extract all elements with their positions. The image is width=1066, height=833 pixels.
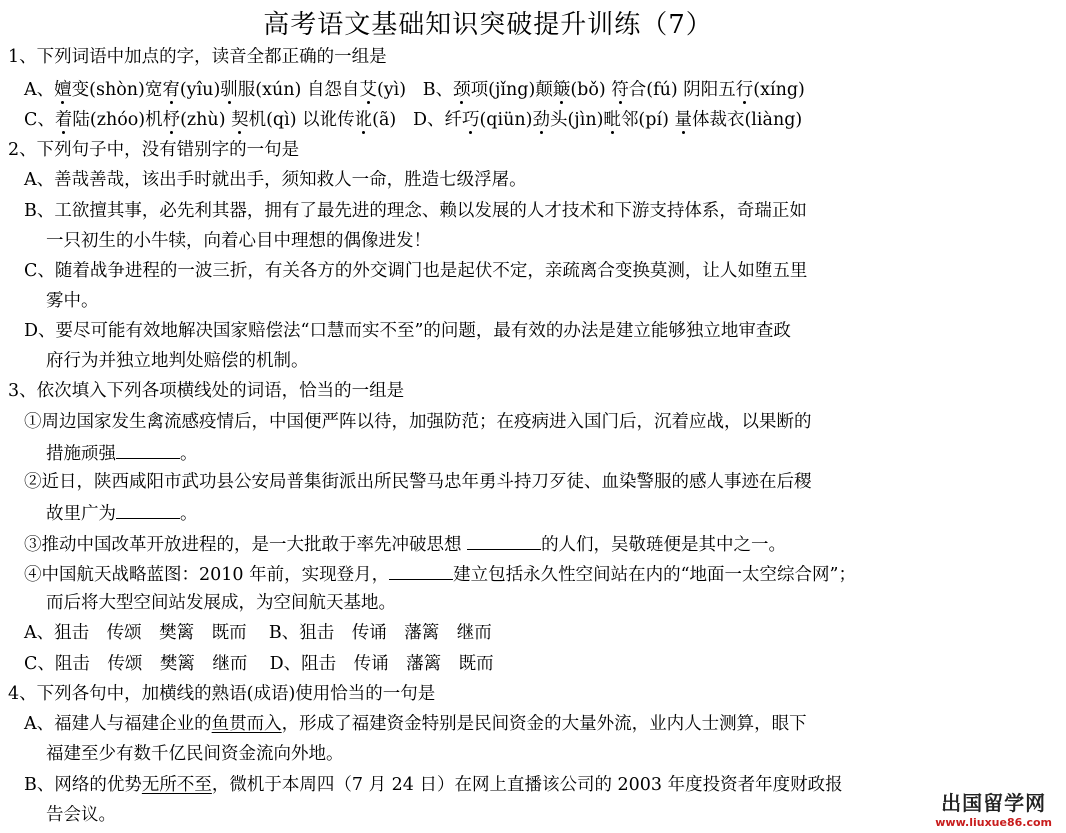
q2-stem: 2、下列句子中，没有错别字的一句是: [8, 140, 300, 160]
q2-option-b-line1: B、工欲擅其事，必先利其器，拥有了最先进的理念、赖以发展的人才技术和下游支持体系，奇瑞正如: [24, 201, 807, 221]
q3-option-c: C、阻击 传颂 樊篱 继而: [24, 654, 248, 674]
q1-stem: 1、下列词语中加点的字，读音全都正确的一组是: [8, 47, 387, 67]
q1-b-item-4: 阴阳五行(xíng): [683, 80, 805, 100]
q3-option-b: B、狙击 传诵 藩篱 继而: [268, 623, 492, 643]
q4-option-b-line1: B、网络的优势无所不至，微机于本周四（7 月 24 日）在网上直播该公司的 2003 年度投资者年度财政报: [24, 775, 843, 795]
q1-c-item-3: 契机(qì): [231, 110, 297, 130]
q3-stem: 3、依次填入下列各项横线处的词语，恰当的一组是: [8, 381, 405, 401]
q3-sentence-2-line1: ②近日，陕西咸阳市武功县公安局普集街派出所民警马忠年勇斗持刀歹徒、血染警服的感人事迹在后稷: [24, 472, 812, 492]
watermark-url: www.liuxue86.com: [935, 816, 1052, 829]
q1-c-item-2: 机杼(zhù): [145, 110, 226, 130]
q1-a-item-2: 宽宥(yîu): [144, 80, 221, 100]
q1-d-item-2: 劲头(jìn): [532, 110, 604, 130]
q1-a-item-1: 嬗变(shòn): [54, 80, 145, 100]
q1-b-item-1: 颈项(jǐng): [453, 80, 536, 100]
q2-option-c-line2: 雾中。: [46, 291, 99, 311]
q2-option-a: A、善哉善哉，该出手时就出手，须知救人一命，胜造七级浮屠。: [24, 170, 527, 190]
fill-blank-3: [467, 531, 541, 550]
q3-option-d: D、阻击 传诵 藩篱 既而: [269, 654, 494, 674]
q3-sentence-4-line1: ④中国航天战略蓝图：2010 年前，实现登月， 建立包括永久性空间站在内的“地面一太空综合网”；: [24, 561, 856, 587]
q1-option-c-label: C、: [24, 110, 55, 130]
watermark-name: 出国留学网: [941, 791, 1047, 815]
q2-option-d-line2: 府行为并独立地判处赔偿的机制。: [46, 351, 309, 371]
page-title: 高考语文基础知识突破提升训练（7）: [263, 10, 713, 40]
q1-c-item-1: 着陆(zhóo): [54, 110, 146, 130]
q3-sentence-3: ③推动中国改革开放进程的，是一大批敢于率先冲破思想 的人们，吴敬琏便是其中之一。: [24, 531, 786, 557]
q2-option-b-line2: 一只初生的小牛犊，向着心目中理想的偶像进发！: [46, 231, 431, 251]
q1-row-cd: [24, 108, 802, 132]
q1-c-item-4: 以讹传讹(ã): [302, 110, 397, 130]
q3-sentence-2-line2: 故里广为 。: [46, 500, 198, 526]
q3-options-cd: [24, 652, 494, 676]
fill-blank-2: [116, 500, 180, 519]
q2-option-c-line1: C、随着战争进程的一波三折，有关各方的外交调门也是起伏不定，亲疏离合变换莫测，让人如堕五里: [24, 261, 808, 281]
q1-b-item-2: 颠簸(bǒ): [535, 80, 606, 100]
q1-d-item-1: 纤巧(qiün): [444, 110, 533, 130]
q3-option-a: A、狙击 传颂 樊篱 既而: [24, 623, 247, 643]
q1-option-a-label: A、: [24, 80, 55, 100]
underlined-idiom-b: 无所不至: [141, 775, 212, 795]
q4-option-a-line2: 福建至少有数千亿民间资金流向外地。: [46, 744, 344, 764]
underlined-idiom-a: 鱼贯而入: [211, 714, 282, 734]
q1-b-item-3: 符合(fú): [611, 80, 678, 100]
q1-option-d-label: D、: [412, 110, 445, 130]
q1-option-b-label: B、: [422, 80, 454, 100]
q1-d-item-3: 毗邻(pí): [603, 110, 669, 130]
q4-stem: 4、下列各句中，加横线的熟语(成语)使用恰当的一句是: [8, 684, 436, 704]
q1-a-item-3: 驯服(xún): [220, 80, 302, 100]
fill-blank-4: [389, 561, 453, 580]
q4-option-b-line2: 告会议。: [46, 805, 116, 825]
q1-a-item-4: 自怨自艾(yì): [306, 80, 407, 100]
q3-sentence-1-line1: ①周边国家发生禽流感疫情后，中国便严阵以待，加强防范；在疫病进入国门后，沉着应战，以果断的: [24, 412, 812, 432]
q1-row-ab: [24, 78, 805, 102]
q4-option-a-line1: A、福建人与福建企业的鱼贯而入，形成了福建资金特别是民间资金的大量外流，业内人士测算，眼下: [24, 714, 807, 734]
q3-options-ab: [24, 621, 492, 645]
q3-sentence-4-line2: 而后将大型空间站发展成，为空间航天基地。: [46, 593, 396, 613]
fill-blank-1: [116, 440, 180, 459]
q1-d-item-4: 量体裁衣(liàng): [674, 110, 803, 130]
q3-sentence-1-line2: 措施顽强 。: [46, 440, 198, 466]
q2-option-d-line1: D、要尽可能有效地解决国家赔偿法“口慧而实不至”的问题，最有效的办法是建立能够独立地审查政: [24, 321, 791, 341]
site-watermark: [935, 787, 1052, 829]
